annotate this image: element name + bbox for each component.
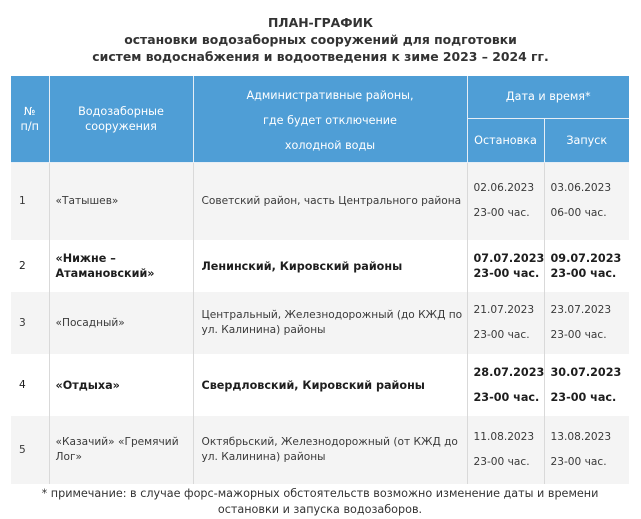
header-datetime: Дата и время* [467,76,629,118]
row-facility: «Посадный» [49,292,193,354]
header-start: Запуск [544,118,629,162]
row-stop [467,292,544,354]
start-time: 23-00 час. [550,329,607,341]
row-start [544,292,629,354]
header-facility: Водозаборные сооружения [49,76,193,162]
header-areas: Административные районы, где будет отключение холодной воды [193,76,467,162]
start-date: 13.08.2023 [550,431,612,443]
stop-time: 23-00 час. [473,456,530,468]
row-stop [467,162,544,240]
title-line-1: ПЛАН-ГРАФИК [267,15,374,30]
row-areas: Советский район, часть Центрального района [193,162,467,240]
row-start [544,354,629,416]
stop-date: 11.08.2023 [473,431,535,443]
stop-date: 28.07.2023 [473,366,545,379]
start-time: 23-00 час. [550,391,617,404]
row-facility: «Отдыха» [49,354,193,416]
schedule-table [11,76,629,484]
header-num: № п/п [11,76,49,162]
row-areas: Свердловский, Кировский районы [193,354,467,416]
row-facility: «Татышев» [49,162,193,240]
row-num: 4 [11,354,49,416]
header-stop: Остановка [467,118,544,162]
title-line-2: остановки водозаборных сооружений для подготовки [124,32,517,47]
start-date: 09.07.2023 [550,252,622,265]
start-time: 23-00 час. [550,267,617,280]
stop-time: 23-00 час. [473,207,530,220]
row-stop [467,416,544,484]
stop-time: 23-00 час. [473,391,540,404]
start-time: 23-00 час. [550,456,607,468]
table-row [11,416,629,484]
row-num: 2 [11,240,49,292]
document-title [0,14,641,65]
title-line-3: систем водоснабжения и водоотведения к зиме 2023 – 2024 гг. [92,49,549,64]
table-row [11,162,629,240]
row-areas: Ленинский, Кировский районы [193,240,467,292]
stop-time: 23-00 час. [473,329,530,341]
row-num: 3 [11,292,49,354]
start-date: 23.07.2023 [550,304,612,316]
row-facility: «Казачий» «Гремячий Лог» [49,416,193,484]
table-row [11,240,629,292]
row-num: 1 [11,162,49,240]
row-num: 5 [11,416,49,484]
footnote: * примечание: в случае форс-мажорных обстоятельств возможно изменение даты и времени остановки и запуска водозаборов. [41,487,599,516]
row-areas: Октябрьский, Железнодорожный (от КЖД до ул. Калинина) районы [193,416,467,484]
stop-time: 23-00 час. [473,267,540,280]
row-start [544,240,629,292]
table-row [11,292,629,354]
start-time: 06-00 час. [550,207,607,220]
row-facility: «Нижне – Атамановский» [49,240,193,292]
row-stop [467,240,544,292]
start-date: 30.07.2023 [550,366,622,379]
row-start [544,162,629,240]
stop-date: 02.06.2023 [473,182,535,195]
start-date: 03.06.2023 [550,182,612,195]
row-start [544,416,629,484]
row-stop [467,354,544,416]
stop-date: 07.07.2023 [473,252,545,265]
row-areas: Центральный, Железнодорожный (до КЖД по ул. Калинина) районы [193,292,467,354]
stop-date: 21.07.2023 [473,304,535,316]
table-row [11,354,629,416]
